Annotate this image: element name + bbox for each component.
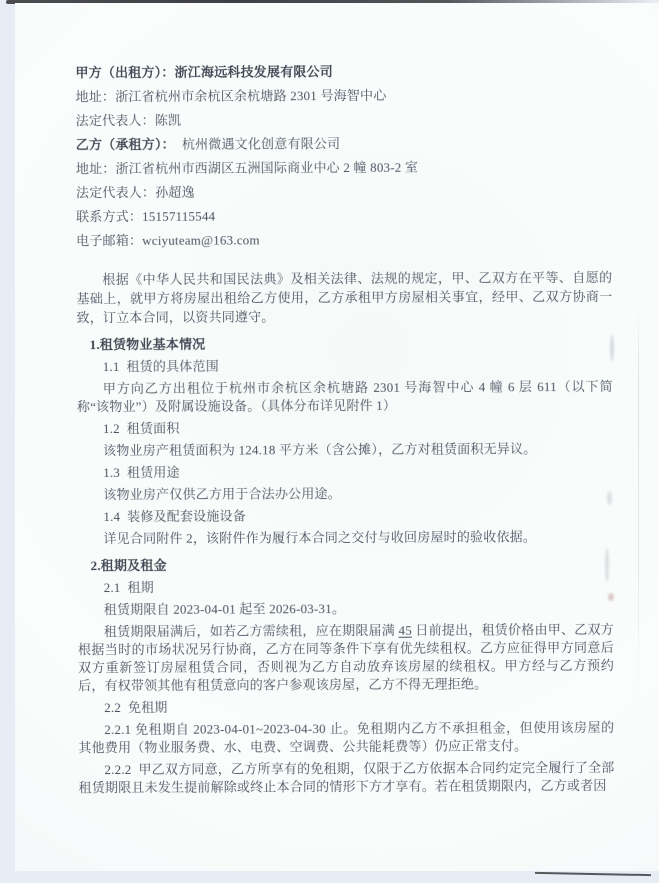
party-a-address-label: 地址： [75,88,116,105]
party-a-legal-rep-label: 法定代表人： [75,112,155,129]
clause-1-3-body: 该物业房产仅供乙方用于合法办公用途。 [103,486,341,503]
party-b-role-label: 乙方（承租方）： [75,136,175,153]
clause-1-3-title: 1.3 租赁用途 [103,464,180,481]
renewal-text-pre: 租赁期限届满后，如若乙方需续租，应在期限届满 [103,622,399,640]
clause-1-4-title: 1.4 装修及配套设施设备 [103,508,246,525]
clause-2-1-term-line: 租赁期限自 2023-04-01 起至 2026-03-31。 [103,601,346,618]
party-b-address-label: 地址： [75,160,116,177]
party-b-phone-label: 联系方式： [76,208,143,225]
clause-1-1-title: 1.1 租赁的具体范围 [102,358,219,375]
party-b-phone: 15157115544 [142,208,216,224]
scan-bottom-edge-line [535,872,651,876]
clause-1-4-body: 详见合同附件 2，该附件作为履行本合同之交付与收回房屋时的验收依据。 [103,529,537,547]
contract-preamble: 根据《中华人民共和国民法典》及相关法律、法规的规定，甲、乙双方在平等、自愿的基础上，就甲方将房屋出租给乙方使用，乙方承租甲方房屋相关事宜，经甲、乙双方协商一致，订立本合同，以资共同遵守。 [76,269,613,326]
party-b-role-line [76,131,612,157]
party-b-address: 浙江省杭州市西湖区五洲国际商业中心 2 幢 803-2 室 [115,159,419,176]
party-b-legal-rep-label: 法定代表人： [75,184,156,201]
party-b-phone-line [76,203,612,229]
party-b-email-label: 电子邮箱： [76,232,143,249]
party-a-legal-rep: 陈凯 [154,112,182,128]
contract-paper [15,3,659,871]
clause-2-1-title: 2.1 租期 [103,579,154,596]
renewal-days-underlined: 45 [398,622,412,638]
section-2-heading: 2.租期及租金 [90,557,167,574]
clause-2-2-title: 2.2 免租期 [104,699,168,716]
party-b-email-line [76,227,612,253]
party-b-email: wciyuteam@163.com [142,232,260,248]
party-b-name: 杭州微遇文化创意有限公司 [181,136,341,152]
party-a-role-label: 甲方（出租方）： [75,64,175,81]
clause-1-2-body: 该物业房产租赁面积为 124.18 平方米（含公摊），乙方对租赁面积无异议。 [103,441,537,459]
clause-2-1-renewal-paragraph [78,621,614,695]
clause-2-2-2-body: 2.2.2 甲乙双方同意，乙方所享有的免租期，仅限于乙方依据本合同约定完全履行了全部租赁期限且未发生提前解除或终止本合同的情形下方才享有。若在租赁期限内，乙方或者因 [78,759,615,796]
clause-1-2-title: 1.2 租赁面积 [102,420,180,437]
party-a-block [75,59,611,133]
party-a-name: 浙江海远科技发展有限公司 [174,64,333,80]
party-a-legal-rep-line [76,107,612,133]
clause-2-2-1-body: 2.2.1 免租期自 2023-04-01~2023-04-30 止。免租期内乙方不承担租金，但使用该房屋的其他费用（物业服务费、水、电费、空调费、公共能耗费等）仍应正常支付。 [78,719,615,756]
party-b-legal-rep: 孙超逸 [155,184,195,200]
renewal-text-post: 日前提出，租赁价格由甲、乙双方根据当时的市场状况另行协商，乙方在同等条件下享有优先续租权。乙方应征得甲方同意后双方重新签订房屋租赁合同，否则视为乙方自动放弃该房屋的续租权。甲方经与乙方预约后，有权带领其他有租赁意向的客户参观该房屋，乙方不得无理拒绝。 [77,621,615,694]
party-a-address-line [76,83,612,109]
party-b-legal-rep-line [76,179,612,205]
party-b-block [76,131,613,253]
clause-1-1-body: 甲方向乙方出租位于杭州市余杭区余杭塘路 2301 号海智中心 4 幢 6 层 611（以下简称“该物业”）及附属设施设备。（具体分布详见附件 1） [76,378,613,415]
party-a-address: 浙江省杭州市余杭区余杭塘路 2301 号海智中心 [115,87,387,104]
party-a-role-line [75,59,611,85]
scan-right-crease [638,303,639,703]
contract-content [75,59,614,797]
section-1-heading: 1.租赁物业基本情况 [89,336,206,353]
party-b-address-line [76,155,612,181]
